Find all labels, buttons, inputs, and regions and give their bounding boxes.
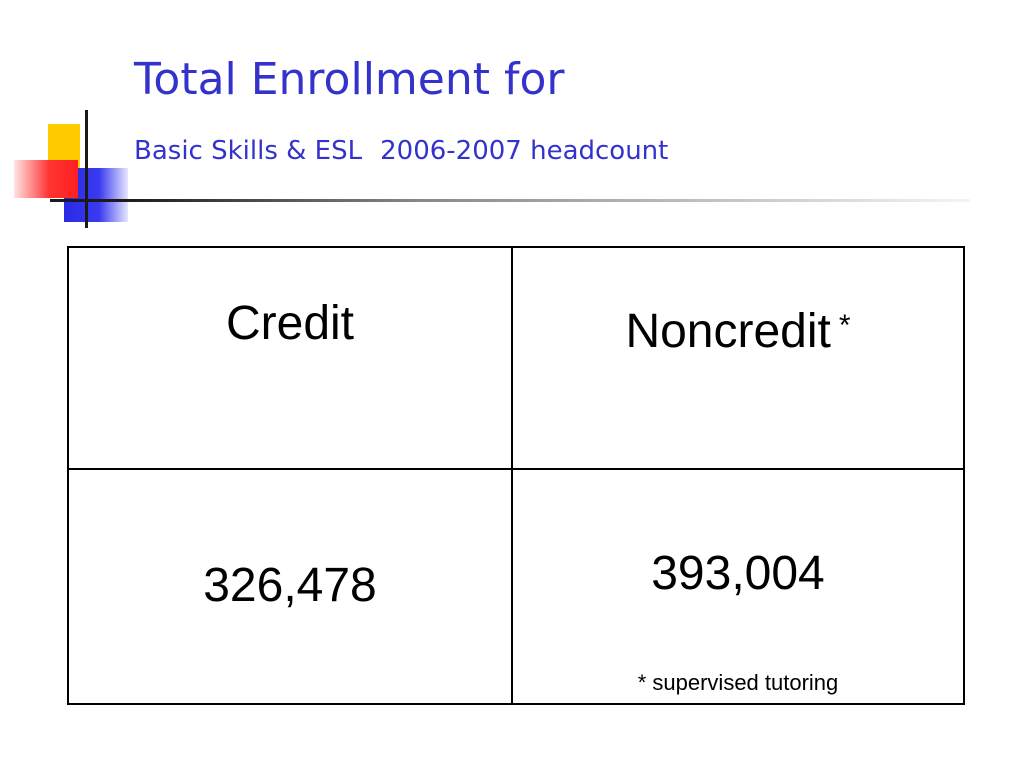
table-cell-noncredit-header bbox=[513, 248, 963, 470]
noncredit-value: 393,004 bbox=[651, 547, 825, 600]
title-underline-rule bbox=[50, 199, 970, 202]
enrollment-table bbox=[67, 246, 965, 705]
table-cell-credit-header bbox=[69, 248, 513, 470]
subtitle-program: Basic Skills & ESL bbox=[134, 136, 363, 166]
decorative-red-bar bbox=[14, 160, 78, 198]
slide-title: Total Enrollment for bbox=[134, 54, 565, 105]
table-cell-noncredit-value bbox=[513, 470, 963, 703]
table-cell-credit-value bbox=[69, 470, 513, 703]
noncredit-header bbox=[513, 304, 963, 359]
slide-subtitle bbox=[134, 136, 668, 166]
noncredit-header-label: Noncredit bbox=[625, 305, 831, 358]
footnote: * supervised tutoring bbox=[637, 670, 839, 695]
credit-header: Credit bbox=[225, 297, 355, 350]
noncredit-asterisk: * bbox=[838, 309, 851, 342]
subtitle-period: 2006-2007 headcount bbox=[380, 136, 669, 166]
credit-value: 326,478 bbox=[203, 559, 377, 612]
decorative-vertical-line bbox=[85, 110, 88, 228]
